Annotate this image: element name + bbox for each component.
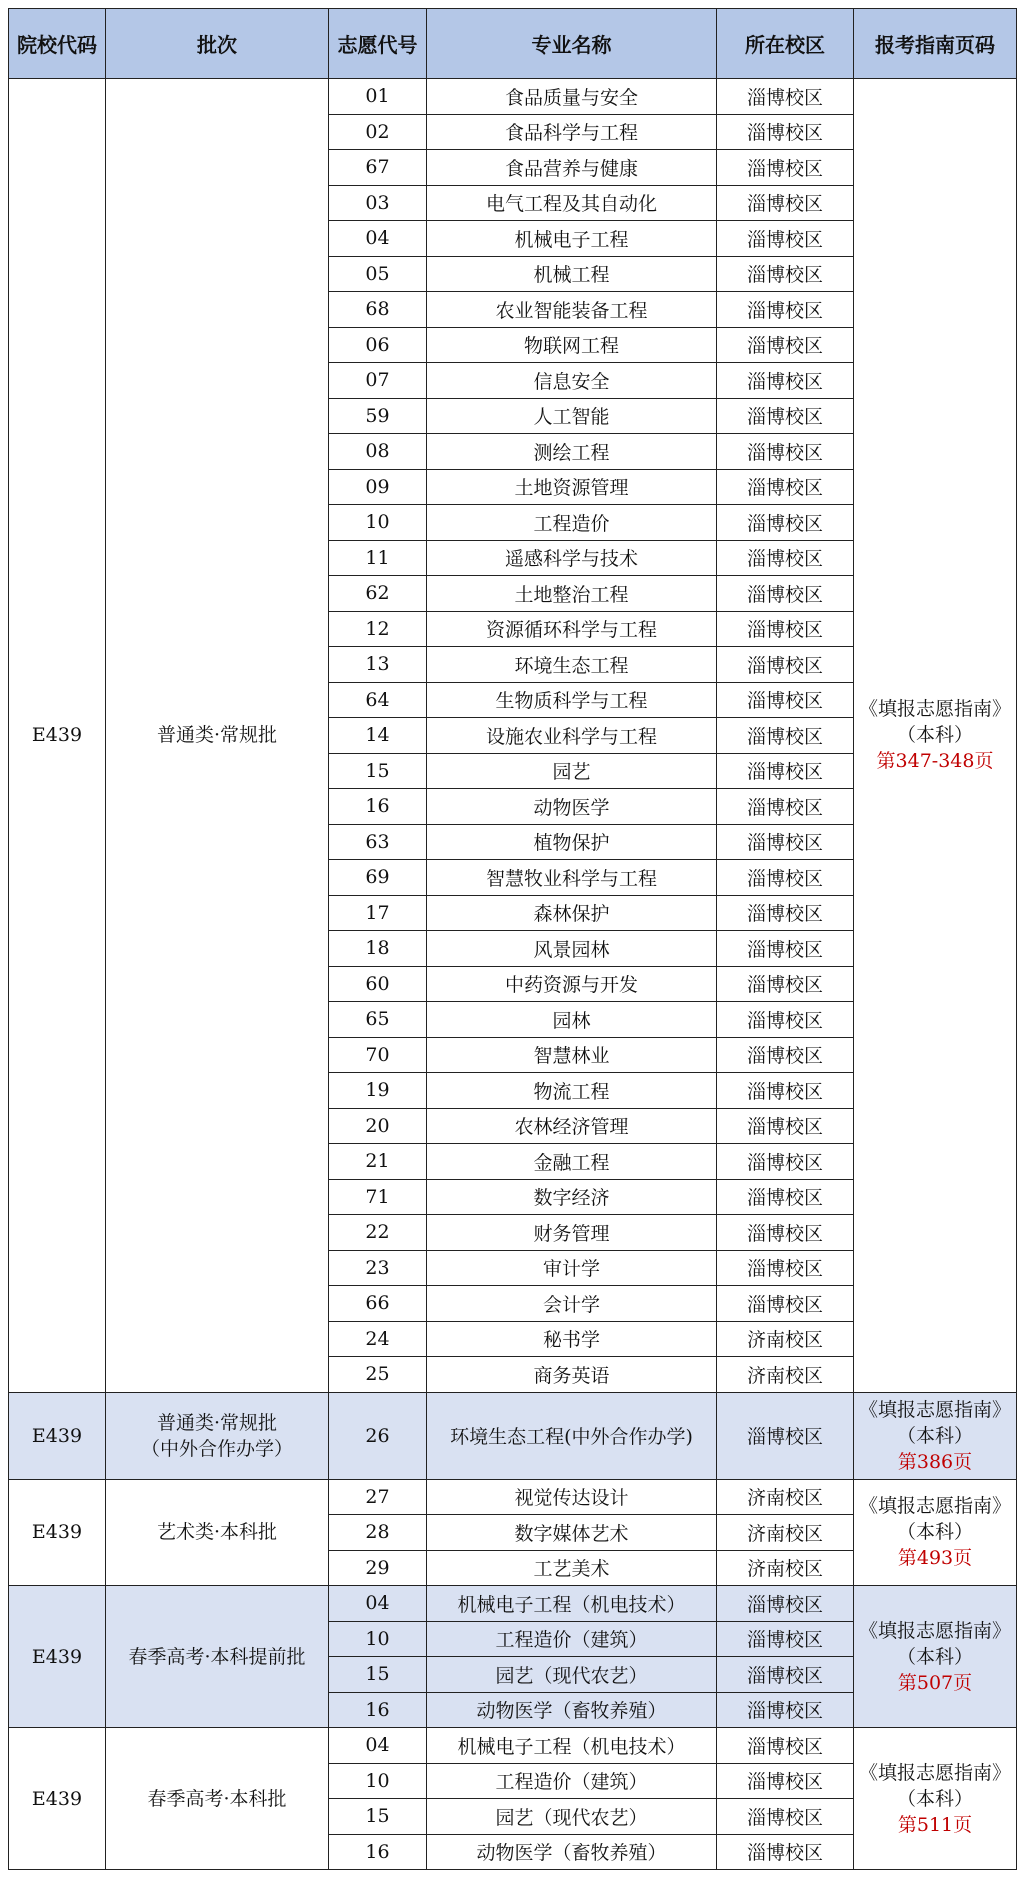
table-row <box>9 1479 1017 1515</box>
campus-cell: 济南校区 <box>717 1321 854 1357</box>
batch-cell <box>106 79 329 1393</box>
choice-code-cell: 13 <box>329 647 427 683</box>
header-major-name: 专业名称 <box>427 9 717 79</box>
campus-cell: 淄博校区 <box>717 718 854 754</box>
choice-code-cell: 16 <box>329 789 427 825</box>
table-header <box>9 9 1017 79</box>
campus-cell: 淄博校区 <box>717 434 854 470</box>
batch-line: （中外合作办学） <box>140 1437 293 1460</box>
campus-cell: 淄博校区 <box>717 1108 854 1144</box>
major-name-cell: 园艺 <box>427 753 717 789</box>
major-name-cell: 秘书学 <box>427 1321 717 1357</box>
major-name-cell: 智慧牧业科学与工程 <box>427 860 717 896</box>
major-name-cell: 园艺（现代农艺） <box>427 1657 717 1693</box>
guide-page-cell <box>854 1392 1017 1479</box>
major-name-cell: 金融工程 <box>427 1144 717 1180</box>
major-name-cell: 机械工程 <box>427 256 717 292</box>
campus-cell: 淄博校区 <box>717 1286 854 1322</box>
header-campus: 所在校区 <box>717 9 854 79</box>
choice-code-cell: 64 <box>329 682 427 718</box>
table-row <box>9 1586 1017 1622</box>
guide-line: （本科） <box>896 724 973 747</box>
campus-cell: 淄博校区 <box>717 1586 854 1622</box>
major-name-cell: 机械电子工程（机电技术） <box>427 1728 717 1764</box>
campus-cell: 淄博校区 <box>717 1144 854 1180</box>
campus-cell: 淄博校区 <box>717 647 854 683</box>
campus-cell: 淄博校区 <box>717 1250 854 1286</box>
major-name-cell: 视觉传达设计 <box>427 1479 717 1515</box>
choice-code-cell: 29 <box>329 1550 427 1586</box>
guide-page-number: 第347-348页 <box>876 750 994 773</box>
campus-cell: 淄博校区 <box>717 327 854 363</box>
choice-code-cell: 20 <box>329 1108 427 1144</box>
campus-cell: 淄博校区 <box>717 1392 854 1479</box>
campus-cell: 淄博校区 <box>717 682 854 718</box>
school-code-cell: E439 <box>9 79 106 1393</box>
campus-cell: 淄博校区 <box>717 1179 854 1215</box>
campus-cell: 淄博校区 <box>717 1692 854 1728</box>
major-name-cell: 物联网工程 <box>427 327 717 363</box>
choice-code-cell: 15 <box>329 1657 427 1693</box>
major-name-cell: 商务英语 <box>427 1357 717 1393</box>
campus-cell: 淄博校区 <box>717 398 854 434</box>
major-name-cell: 土地资源管理 <box>427 469 717 505</box>
campus-cell: 淄博校区 <box>717 931 854 967</box>
major-name-cell: 土地整治工程 <box>427 576 717 612</box>
choice-code-cell: 63 <box>329 824 427 860</box>
admission-table-container <box>8 8 1016 1870</box>
table-row <box>9 79 1017 115</box>
choice-code-cell: 70 <box>329 1037 427 1073</box>
guide-line: （本科） <box>896 1521 973 1544</box>
major-name-cell: 工程造价（建筑） <box>427 1763 717 1799</box>
major-name-cell: 园艺（现代农艺） <box>427 1799 717 1835</box>
choice-code-cell: 71 <box>329 1179 427 1215</box>
guide-line: 《填报志愿指南》 <box>858 1619 1011 1642</box>
choice-code-cell: 25 <box>329 1357 427 1393</box>
major-name-cell: 机械电子工程（机电技术） <box>427 1586 717 1622</box>
major-name-cell: 财务管理 <box>427 1215 717 1251</box>
choice-code-cell: 16 <box>329 1834 427 1870</box>
choice-code-cell: 67 <box>329 150 427 186</box>
guide-page-cell <box>854 1586 1017 1728</box>
campus-cell: 淄博校区 <box>717 505 854 541</box>
guide-line: 《填报志愿指南》 <box>858 1495 1011 1518</box>
guide-page-number: 第507页 <box>897 1671 973 1694</box>
campus-cell: 淄博校区 <box>717 1002 854 1038</box>
guide-page-number: 第386页 <box>897 1450 973 1473</box>
major-name-cell: 生物质科学与工程 <box>427 682 717 718</box>
campus-cell: 淄博校区 <box>717 469 854 505</box>
campus-cell: 淄博校区 <box>717 1073 854 1109</box>
batch-cell <box>106 1586 329 1728</box>
campus-cell: 淄博校区 <box>717 860 854 896</box>
campus-cell: 淄博校区 <box>717 1799 854 1835</box>
school-code-cell: E439 <box>9 1392 106 1479</box>
campus-cell: 淄博校区 <box>717 753 854 789</box>
batch-line: 普通类·常规批 <box>156 1411 278 1434</box>
guide-line: 《填报志愿指南》 <box>858 1761 1011 1784</box>
choice-code-cell: 06 <box>329 327 427 363</box>
campus-cell: 济南校区 <box>717 1479 854 1515</box>
batch-line: 普通类·常规批 <box>156 724 278 747</box>
choice-code-cell: 12 <box>329 611 427 647</box>
choice-code-cell: 09 <box>329 469 427 505</box>
major-name-cell: 动物医学 <box>427 789 717 825</box>
admission-table <box>8 8 1017 1870</box>
major-name-cell: 风景园林 <box>427 931 717 967</box>
major-name-cell: 环境生态工程 <box>427 647 717 683</box>
major-name-cell: 食品科学与工程 <box>427 114 717 150</box>
choice-code-cell: 19 <box>329 1073 427 1109</box>
school-code-cell: E439 <box>9 1586 106 1728</box>
school-code-cell: E439 <box>9 1728 106 1870</box>
major-name-cell: 工程造价 <box>427 505 717 541</box>
campus-cell: 淄博校区 <box>717 824 854 860</box>
batch-line: 春季高考·本科批 <box>147 1787 287 1810</box>
major-name-cell: 中药资源与开发 <box>427 966 717 1002</box>
choice-code-cell: 28 <box>329 1515 427 1551</box>
choice-code-cell: 21 <box>329 1144 427 1180</box>
choice-code-cell: 23 <box>329 1250 427 1286</box>
choice-code-cell: 62 <box>329 576 427 612</box>
guide-page-cell <box>854 1479 1017 1586</box>
choice-code-cell: 15 <box>329 753 427 789</box>
campus-cell: 淄博校区 <box>717 221 854 257</box>
choice-code-cell: 01 <box>329 79 427 115</box>
batch-cell <box>106 1479 329 1586</box>
major-name-cell: 森林保护 <box>427 895 717 931</box>
choice-code-cell: 22 <box>329 1215 427 1251</box>
header-school-code: 院校代码 <box>9 9 106 79</box>
major-name-cell: 测绘工程 <box>427 434 717 470</box>
campus-cell: 淄博校区 <box>717 789 854 825</box>
guide-line: （本科） <box>896 1787 973 1810</box>
guide-line: 《填报志愿指南》 <box>858 1398 1011 1421</box>
choice-code-cell: 18 <box>329 931 427 967</box>
major-name-cell: 食品质量与安全 <box>427 79 717 115</box>
choice-code-cell: 02 <box>329 114 427 150</box>
choice-code-cell: 14 <box>329 718 427 754</box>
choice-code-cell: 59 <box>329 398 427 434</box>
school-code-cell: E439 <box>9 1479 106 1586</box>
choice-code-cell: 04 <box>329 221 427 257</box>
campus-cell: 淄博校区 <box>717 363 854 399</box>
campus-cell: 淄博校区 <box>717 185 854 221</box>
choice-code-cell: 04 <box>329 1586 427 1622</box>
table-body <box>9 79 1017 1870</box>
major-name-cell: 农业智能装备工程 <box>427 292 717 328</box>
major-name-cell: 电气工程及其自动化 <box>427 185 717 221</box>
guide-page-number: 第511页 <box>897 1813 973 1836</box>
major-name-cell: 设施农业科学与工程 <box>427 718 717 754</box>
guide-line: （本科） <box>896 1424 973 1447</box>
choice-code-cell: 03 <box>329 185 427 221</box>
choice-code-cell: 68 <box>329 292 427 328</box>
major-name-cell: 智慧林业 <box>427 1037 717 1073</box>
major-name-cell: 工程造价（建筑） <box>427 1621 717 1657</box>
campus-cell: 淄博校区 <box>717 79 854 115</box>
major-name-cell: 人工智能 <box>427 398 717 434</box>
header-guide-page: 报考指南页码 <box>854 9 1017 79</box>
choice-code-cell: 24 <box>329 1321 427 1357</box>
guide-page-cell <box>854 79 1017 1393</box>
choice-code-cell: 15 <box>329 1799 427 1835</box>
major-name-cell: 数字媒体艺术 <box>427 1515 717 1551</box>
choice-code-cell: 11 <box>329 540 427 576</box>
choice-code-cell: 04 <box>329 1728 427 1764</box>
choice-code-cell: 66 <box>329 1286 427 1322</box>
header-batch: 批次 <box>106 9 329 79</box>
campus-cell: 淄博校区 <box>717 576 854 612</box>
major-name-cell: 园林 <box>427 1002 717 1038</box>
major-name-cell: 数字经济 <box>427 1179 717 1215</box>
campus-cell: 淄博校区 <box>717 114 854 150</box>
campus-cell: 淄博校区 <box>717 1621 854 1657</box>
guide-page-cell <box>854 1728 1017 1870</box>
batch-cell <box>106 1728 329 1870</box>
major-name-cell: 工艺美术 <box>427 1550 717 1586</box>
choice-code-cell: 17 <box>329 895 427 931</box>
table-row <box>9 1728 1017 1764</box>
campus-cell: 淄博校区 <box>717 1037 854 1073</box>
campus-cell: 淄博校区 <box>717 1834 854 1870</box>
campus-cell: 淄博校区 <box>717 1215 854 1251</box>
batch-line: 春季高考·本科提前批 <box>128 1645 306 1668</box>
guide-line: 《填报志愿指南》 <box>858 698 1011 721</box>
campus-cell: 淄博校区 <box>717 966 854 1002</box>
choice-code-cell: 07 <box>329 363 427 399</box>
major-name-cell: 物流工程 <box>427 1073 717 1109</box>
major-name-cell: 动物医学（畜牧养殖） <box>427 1692 717 1728</box>
campus-cell: 淄博校区 <box>717 256 854 292</box>
choice-code-cell: 10 <box>329 505 427 541</box>
major-name-cell: 审计学 <box>427 1250 717 1286</box>
choice-code-cell: 10 <box>329 1763 427 1799</box>
header-choice-code: 志愿代号 <box>329 9 427 79</box>
major-name-cell: 会计学 <box>427 1286 717 1322</box>
major-name-cell: 遥感科学与技术 <box>427 540 717 576</box>
major-name-cell: 信息安全 <box>427 363 717 399</box>
batch-cell <box>106 1392 329 1479</box>
choice-code-cell: 27 <box>329 1479 427 1515</box>
choice-code-cell: 08 <box>329 434 427 470</box>
campus-cell: 淄博校区 <box>717 1763 854 1799</box>
campus-cell: 淄博校区 <box>717 611 854 647</box>
choice-code-cell: 65 <box>329 1002 427 1038</box>
choice-code-cell: 26 <box>329 1392 427 1479</box>
major-name-cell: 环境生态工程(中外合作办学) <box>427 1392 717 1479</box>
choice-code-cell: 69 <box>329 860 427 896</box>
choice-code-cell: 10 <box>329 1621 427 1657</box>
major-name-cell: 动物医学（畜牧养殖） <box>427 1834 717 1870</box>
campus-cell: 淄博校区 <box>717 150 854 186</box>
campus-cell: 济南校区 <box>717 1550 854 1586</box>
campus-cell: 淄博校区 <box>717 1728 854 1764</box>
major-name-cell: 植物保护 <box>427 824 717 860</box>
header-row <box>9 9 1017 79</box>
choice-code-cell: 05 <box>329 256 427 292</box>
guide-line: （本科） <box>896 1645 973 1668</box>
major-name-cell: 食品营养与健康 <box>427 150 717 186</box>
choice-code-cell: 16 <box>329 1692 427 1728</box>
table-row <box>9 1392 1017 1479</box>
major-name-cell: 资源循环科学与工程 <box>427 611 717 647</box>
campus-cell: 济南校区 <box>717 1515 854 1551</box>
major-name-cell: 农林经济管理 <box>427 1108 717 1144</box>
campus-cell: 淄博校区 <box>717 292 854 328</box>
batch-line: 艺术类·本科批 <box>156 1521 278 1544</box>
choice-code-cell: 60 <box>329 966 427 1002</box>
major-name-cell: 机械电子工程 <box>427 221 717 257</box>
guide-page-number: 第493页 <box>897 1547 973 1570</box>
campus-cell: 淄博校区 <box>717 540 854 576</box>
campus-cell: 淄博校区 <box>717 1657 854 1693</box>
campus-cell: 淄博校区 <box>717 895 854 931</box>
campus-cell: 济南校区 <box>717 1357 854 1393</box>
